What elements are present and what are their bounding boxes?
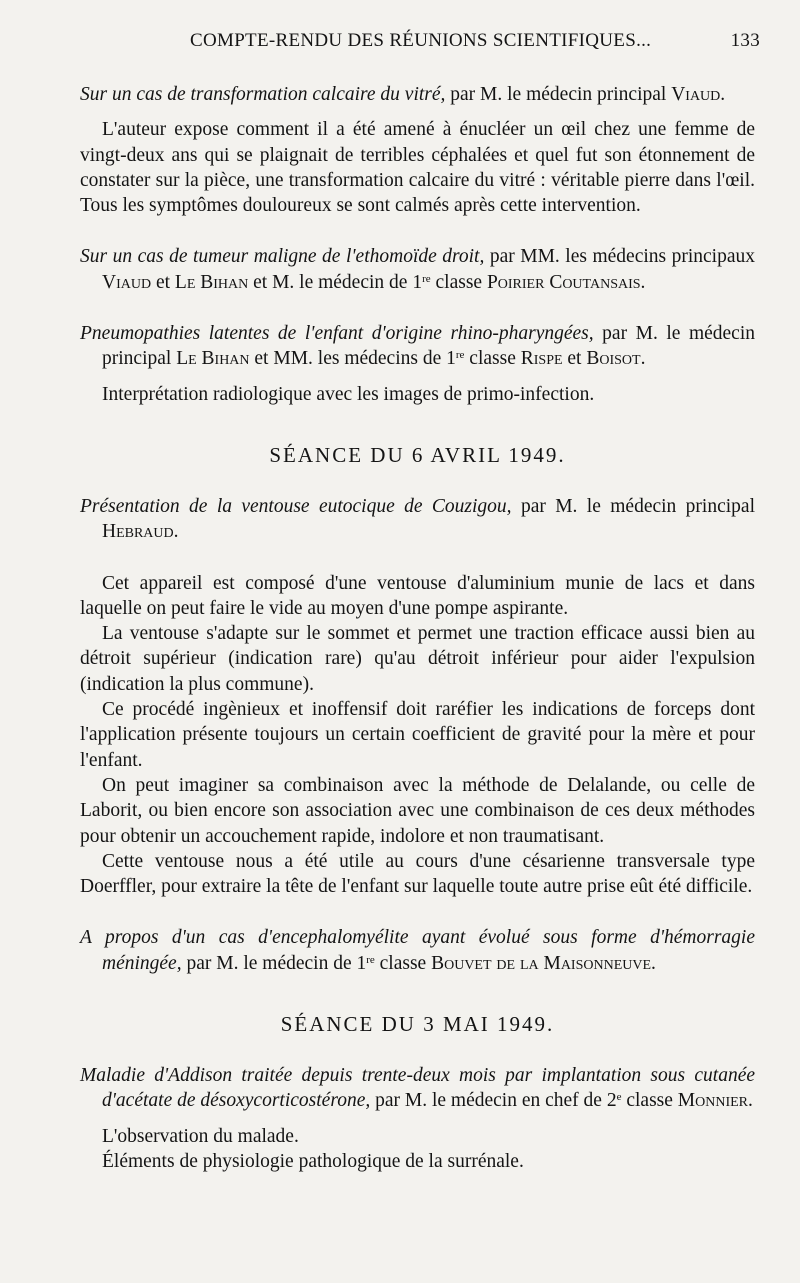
summary-paragraph: Interprétation radiologique avec les images de primo-infection. [102,383,595,405]
author-name: Hebraud [102,521,174,543]
running-head-title: COMPTE-RENDU DES RÉUNIONS SCIENTIFIQUES... [190,30,652,51]
body-paragraph: L'observation du malade. [102,1125,299,1147]
body-paragraph: Cet appareil est composé d'une ventouse d'aluminium munie de lacs et dans laquelle on peut faire le vide au moyen d'une pompe aspirante. [80,572,755,619]
communication-title: Présentation de la ventouse eutocique de Couzigou, [80,495,512,517]
body-paragraph: On peut imaginer sa combinaison avec la méthode de Delalande, ou celle de Laborit, ou bien encore son association avec une combinaison de ces deux méthodes pour obtenir un accouchement rapide, indolore et non traumatisant. [80,774,755,847]
seance-heading: SÉANCE DU 3 MAI 1949. [280,1012,555,1037]
communication-title: Pneumopathies latentes de l'enfant d'origine rhino-pharyngées, [80,323,594,345]
author-name: Boisot [586,348,641,370]
body-paragraph: Cette ventouse nous a été utile au cours d'une césarienne transversale type Doerffler, pour extraire la tête de l'enfant sur laquelle toute autre prise eût été difficile. [80,850,755,898]
author-name: Viaud [671,84,721,105]
communication-title: Sur un cas de tumeur maligne de l'ethomoïde droit, [80,246,485,268]
author-name: Le Bihan [176,348,250,370]
seance-heading: SÉANCE DU 6 AVRIL 1949. [269,442,566,467]
author-name: Bouvet de la Maisonneuve [431,952,652,974]
communication-title: A propos d'un cas d'encephalomyélite ayant évolué sous forme d'hémorragie méningée, [80,927,755,974]
communication-viaud: Sur un cas de transformation calcaire du vitré, par M. le médecin principal Viaud. [80,84,726,105]
body-paragraph: La ventouse s'adapte sur le sommet et permet une traction efficace aussi bien au détroit supérieur (indication rare) qu'au détroit inférieur pour aider l'expulsion (indication la plus commune). [80,623,755,695]
communication-title: Sur un cas de transformation calcaire du vitré, [80,84,446,105]
communication-addison: Maladie d'Addison traitée depuis trente-deux mois par implantation sous cutanée d'acétate de désoxycorticostérone, par M. le médecin en chef de 2e classe Monnier. [80,1065,755,1112]
author-name: Le Bihan [174,271,249,293]
communication-title: Maladie d'Addison traitée depuis trente-deux mois par implantation sous cutanée d'acétate de désoxycorticostérone, [80,1065,755,1112]
page-number: 133 [730,30,760,51]
communication-pneumopathies: Pneumopathies latentes de l'enfant d'origine rhino-pharyngées, par M. le médecin principal Le Bihan et MM. les médecins de 1re classe Rispe et Boisot. [80,323,755,370]
author-name: Rispe [520,348,563,370]
communication-encephalomyelite: A propos d'un cas d'encephalomyélite ayant évolué sous forme d'hémorragie méningée, par M. le médecin de 1re classe Bouvet de la Maisonneuve. [80,927,755,974]
author-name: Viaud [102,271,152,293]
author-name: Monnier [677,1090,749,1112]
body-paragraph: Ce procédé ingènieux et inoffensif doit raréfier les indications de forceps dont l'application présente toujours un certain coefficient de gravité pour la mère et pour l'enfant. [80,699,755,771]
author-name: Poirier Coutansais [486,271,641,293]
communication-ethmoide: Sur un cas de tumeur maligne de l'ethomoïde droit, par MM. les médecins principaux Viaud et Le Bihan et M. le médecin de 1re classe Poirier Coutansais. [80,246,755,293]
body-paragraph: Éléments de physiologie pathologique de la surrénale. [102,1150,524,1172]
communication-ventouse: Présentation de la ventouse eutocique de Couzigou, par M. le médecin principal Hebraud. [80,495,755,543]
page-body [80,82,755,1174]
summary-paragraph: L'auteur expose comment il a été amené à énucléer un œil chez une femme de vingt-deux ans qui se plaignait de terribles céphalées et quel fut son étonnement de constater sur la pièce, une transformation calcaire du vitré : véritable pierre dans l'œil. Tous les symptômes douloureux se sont calmés après cette intervention. [80,119,755,217]
